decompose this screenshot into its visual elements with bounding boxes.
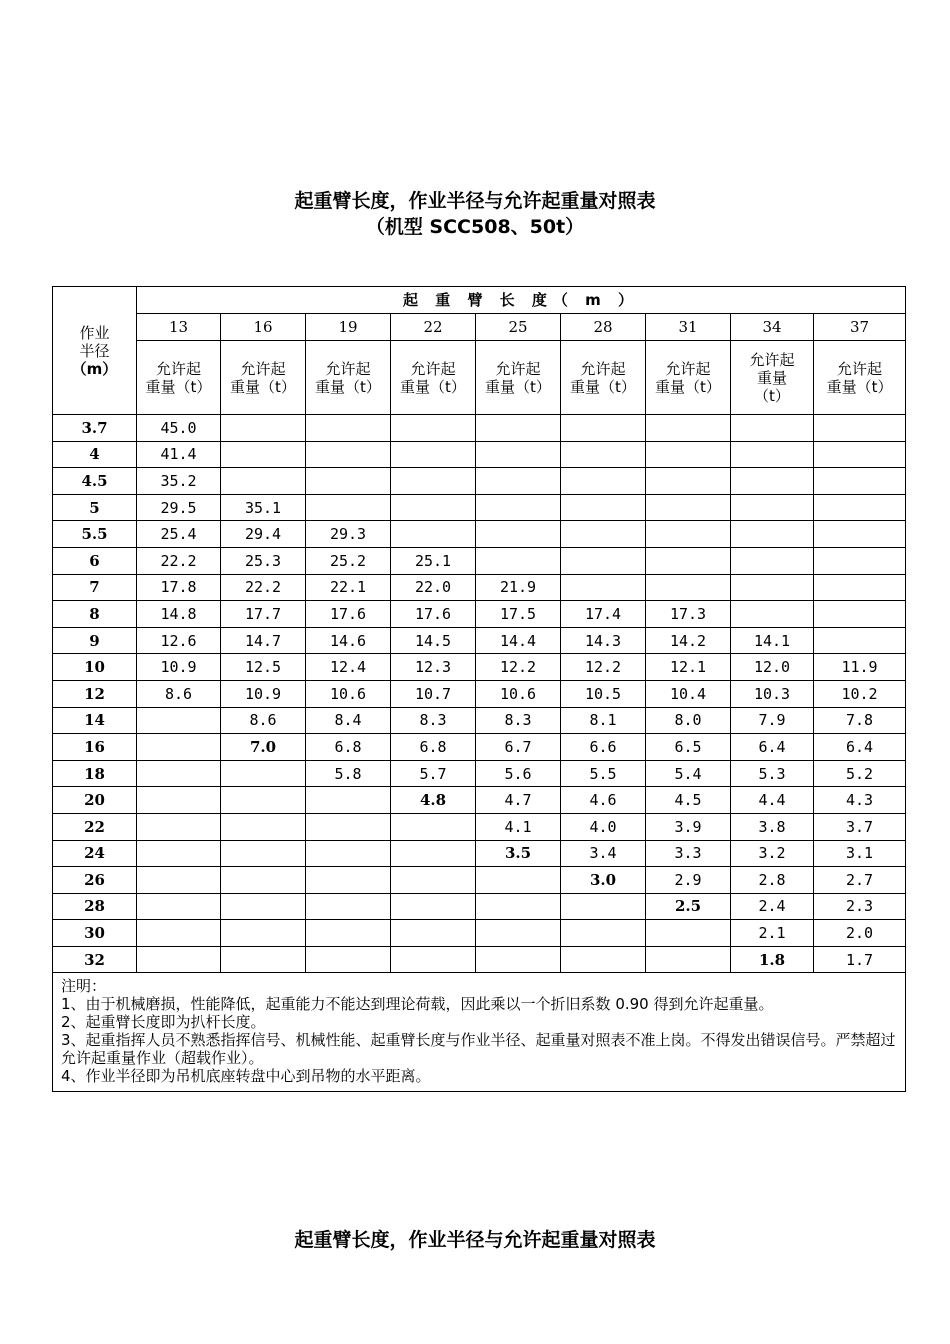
boom-length-34: 34: [731, 314, 814, 341]
capacity-cell: 35.2: [137, 468, 221, 495]
capacity-cell: 22.1: [306, 574, 391, 601]
table-row: [53, 468, 906, 495]
capacity-cell: 3.7: [814, 813, 906, 840]
document-subtitle: （机型 SCC508、50t）: [365, 216, 585, 238]
capacity-cell: [476, 547, 561, 574]
capacity-cell: [137, 787, 221, 814]
capacity-cell: 12.0: [731, 654, 814, 681]
capacity-cell: 3.4: [561, 840, 646, 867]
capacity-cell: 11.9: [814, 654, 906, 681]
capacity-cell: 7.8: [814, 707, 906, 734]
capacity-cell: 4.0: [561, 813, 646, 840]
capacity-cell: [221, 867, 306, 894]
capacity-cell: 2.4: [731, 893, 814, 920]
capacity-cell: 17.8: [137, 574, 221, 601]
capacity-cell: 4.5: [646, 787, 731, 814]
capacity-cell: 4.8: [391, 787, 476, 814]
capacity-cell: [814, 468, 906, 495]
capacity-cell: 1.8: [731, 946, 814, 973]
capacity-cell: [221, 920, 306, 947]
boom-length-31: 31: [646, 314, 731, 341]
radius-cell: 24: [53, 840, 137, 867]
capacity-unit-label: 允许起 重量（t）: [391, 341, 476, 415]
capacity-cell: 25.2: [306, 547, 391, 574]
capacity-cell: [646, 521, 731, 548]
table-row: [53, 813, 906, 840]
capacity-cell: 10.2: [814, 680, 906, 707]
table-row: [53, 601, 906, 628]
capacity-cell: 29.4: [221, 521, 306, 548]
capacity-cell: [561, 441, 646, 468]
table-row: [53, 547, 906, 574]
capacity-cell: 4.7: [476, 787, 561, 814]
capacity-cell: 3.8: [731, 813, 814, 840]
radius-cell: 12: [53, 680, 137, 707]
capacity-cell: 3.9: [646, 813, 731, 840]
capacity-cell: 4.4: [731, 787, 814, 814]
capacity-cell: [476, 946, 561, 973]
radius-header-line1: 作业: [79, 323, 110, 342]
capacity-cell: 2.0: [814, 920, 906, 947]
capacity-cell: 25.4: [137, 521, 221, 548]
capacity-cell: [137, 867, 221, 894]
capacity-cell: 14.8: [137, 601, 221, 628]
capacity-cell: [476, 867, 561, 894]
radius-cell: 3.7: [53, 415, 137, 442]
capacity-cell: 12.6: [137, 627, 221, 654]
capacity-cell: [137, 893, 221, 920]
capacity-cell: 22.2: [221, 574, 306, 601]
capacity-cell: 10.3: [731, 680, 814, 707]
capacity-cell: [561, 494, 646, 521]
table-row: [53, 867, 906, 894]
capacity-cell: 8.0: [646, 707, 731, 734]
notes-cell: [53, 973, 906, 1092]
capacity-cell: [561, 920, 646, 947]
capacity-cell: 6.8: [391, 734, 476, 761]
capacity-cell: [306, 813, 391, 840]
capacity-cell: [221, 760, 306, 787]
capacity-cell: [221, 787, 306, 814]
capacity-cell: 5.5: [561, 760, 646, 787]
capacity-cell: 1.7: [814, 946, 906, 973]
capacity-cell: 6.4: [814, 734, 906, 761]
radius-cell: 4.5: [53, 468, 137, 495]
capacity-cell: [137, 813, 221, 840]
radius-cell: 5.5: [53, 521, 137, 548]
capacity-cell: 3.5: [476, 840, 561, 867]
capacity-cell: 6.8: [306, 734, 391, 761]
table-row: [53, 734, 906, 761]
capacity-cell: 17.6: [391, 601, 476, 628]
capacity-cell: 2.8: [731, 867, 814, 894]
radius-cell: 14: [53, 707, 137, 734]
capacity-cell: 4.1: [476, 813, 561, 840]
capacity-cell: [646, 574, 731, 601]
capacity-cell: 3.3: [646, 840, 731, 867]
capacity-unit-label: 允许起 重量（t）: [476, 341, 561, 415]
capacity-cell: 2.5: [646, 893, 731, 920]
capacity-cell: [561, 468, 646, 495]
capacity-cell: 12.3: [391, 654, 476, 681]
capacity-unit-label: 允许起 重量（t）: [561, 341, 646, 415]
capacity-cell: [561, 893, 646, 920]
capacity-cell: [137, 840, 221, 867]
capacity-cell: [391, 946, 476, 973]
capacity-cell: 17.5: [476, 601, 561, 628]
capacity-cell: [814, 521, 906, 548]
table-row: [53, 654, 906, 681]
capacity-cell: 5.7: [391, 760, 476, 787]
capacity-cell: [646, 920, 731, 947]
capacity-cell: [221, 813, 306, 840]
load-chart-table: [52, 286, 906, 1092]
capacity-cell: [731, 574, 814, 601]
table-row: [53, 787, 906, 814]
table-row: [53, 920, 906, 947]
capacity-cell: [391, 468, 476, 495]
capacity-cell: 7.0: [221, 734, 306, 761]
capacity-cell: [306, 840, 391, 867]
capacity-cell: 12.4: [306, 654, 391, 681]
capacity-cell: 8.4: [306, 707, 391, 734]
capacity-cell: 29.3: [306, 521, 391, 548]
radius-cell: 22: [53, 813, 137, 840]
capacity-cell: 14.7: [221, 627, 306, 654]
capacity-cell: 14.6: [306, 627, 391, 654]
capacity-cell: 41.4: [137, 441, 221, 468]
capacity-cell: [391, 893, 476, 920]
capacity-cell: [731, 415, 814, 442]
boom-length-28: 28: [561, 314, 646, 341]
capacity-cell: [646, 946, 731, 973]
capacity-cell: [731, 494, 814, 521]
capacity-cell: 4.3: [814, 787, 906, 814]
boom-length-25: 25: [476, 314, 561, 341]
capacity-cell: 3.0: [561, 867, 646, 894]
capacity-cell: 25.3: [221, 547, 306, 574]
capacity-cell: [731, 521, 814, 548]
capacity-cell: 6.7: [476, 734, 561, 761]
capacity-cell: [476, 521, 561, 548]
note-item: 3、起重指挥人员不熟悉指挥信号、机械性能、起重臂长度与作业半径、起重量对照表不准上岗。不得发出错误信号。严禁超过允许起重量作业（超载作业）。: [61, 1031, 896, 1068]
notes-heading: 注明：: [61, 977, 107, 996]
capacity-cell: [646, 415, 731, 442]
capacity-cell: [306, 468, 391, 495]
radius-cell: 20: [53, 787, 137, 814]
capacity-cell: [221, 893, 306, 920]
capacity-cell: 6.5: [646, 734, 731, 761]
capacity-cell: [476, 441, 561, 468]
radius-cell: 26: [53, 867, 137, 894]
radius-cell: 16: [53, 734, 137, 761]
capacity-cell: [814, 494, 906, 521]
table-row: [53, 680, 906, 707]
capacity-cell: 12.1: [646, 654, 731, 681]
capacity-cell: 5.2: [814, 760, 906, 787]
capacity-cell: [137, 734, 221, 761]
table-row: [53, 574, 906, 601]
capacity-unit-label: 允许起 重量（t）: [221, 341, 306, 415]
capacity-cell: 5.4: [646, 760, 731, 787]
capacity-cell: 14.4: [476, 627, 561, 654]
capacity-cell: 17.4: [561, 601, 646, 628]
capacity-cell: 10.6: [476, 680, 561, 707]
capacity-cell: [306, 494, 391, 521]
capacity-cell: [137, 707, 221, 734]
capacity-cell: 3.1: [814, 840, 906, 867]
capacity-cell: 14.3: [561, 627, 646, 654]
capacity-cell: [476, 468, 561, 495]
capacity-unit-label: 允许起 重量（t）: [306, 341, 391, 415]
capacity-cell: 5.3: [731, 760, 814, 787]
capacity-cell: [561, 946, 646, 973]
table-row: [53, 627, 906, 654]
capacity-cell: [646, 468, 731, 495]
footer-title: 起重臂长度，作业半径与允许起重量对照表: [294, 1229, 656, 1251]
capacity-cell: 14.1: [731, 627, 814, 654]
capacity-cell: [476, 494, 561, 521]
radius-cell: 32: [53, 946, 137, 973]
table-row: [53, 946, 906, 973]
capacity-cell: 17.7: [221, 601, 306, 628]
capacity-cell: 35.1: [221, 494, 306, 521]
radius-cell: 6: [53, 547, 137, 574]
capacity-cell: [221, 840, 306, 867]
capacity-cell: 21.9: [476, 574, 561, 601]
capacity-cell: [561, 415, 646, 442]
capacity-cell: 29.5: [137, 494, 221, 521]
radius-header-line2: 半径: [79, 341, 110, 360]
capacity-cell: 10.9: [221, 680, 306, 707]
radius-cell: 30: [53, 920, 137, 947]
capacity-cell: 10.4: [646, 680, 731, 707]
radius-header: [53, 287, 137, 415]
capacity-cell: [561, 521, 646, 548]
capacity-cell: [561, 547, 646, 574]
boom-length-16: 16: [221, 314, 306, 341]
capacity-cell: 10.7: [391, 680, 476, 707]
note-item: 2、起重臂长度即为扒杆长度。: [61, 1013, 266, 1032]
capacity-cell: [391, 521, 476, 548]
capacity-cell: [814, 601, 906, 628]
capacity-cell: 12.2: [561, 654, 646, 681]
radius-header-line3: （m）: [71, 359, 118, 378]
capacity-cell: [306, 920, 391, 947]
capacity-unit-label: 允许起 重量 （t）: [731, 341, 814, 415]
capacity-cell: 8.3: [391, 707, 476, 734]
capacity-cell: [306, 415, 391, 442]
table-row: [53, 707, 906, 734]
capacity-cell: [137, 920, 221, 947]
capacity-cell: 6.4: [731, 734, 814, 761]
capacity-cell: [221, 415, 306, 442]
radius-cell: 4: [53, 441, 137, 468]
boom-length-37: 37: [814, 314, 906, 341]
capacity-cell: 2.7: [814, 867, 906, 894]
capacity-cell: 8.6: [137, 680, 221, 707]
table-row: [53, 840, 906, 867]
table-row: [53, 893, 906, 920]
capacity-cell: [391, 494, 476, 521]
capacity-unit-label: 允许起 重量（t）: [137, 341, 221, 415]
capacity-cell: [646, 494, 731, 521]
capacity-cell: [391, 920, 476, 947]
capacity-cell: 2.9: [646, 867, 731, 894]
capacity-cell: [306, 787, 391, 814]
capacity-cell: [391, 840, 476, 867]
capacity-cell: 17.3: [646, 601, 731, 628]
radius-cell: 18: [53, 760, 137, 787]
capacity-cell: [476, 415, 561, 442]
capacity-cell: [391, 867, 476, 894]
boom-length-header: 起 重 臂 长 度（ m ）: [137, 287, 906, 314]
capacity-cell: 22.2: [137, 547, 221, 574]
radius-cell: 8: [53, 601, 137, 628]
capacity-cell: [391, 415, 476, 442]
capacity-cell: 8.6: [221, 707, 306, 734]
capacity-unit-label: 允许起 重量（t）: [814, 341, 906, 415]
capacity-cell: [391, 441, 476, 468]
capacity-cell: [391, 813, 476, 840]
capacity-cell: 14.2: [646, 627, 731, 654]
capacity-cell: [646, 441, 731, 468]
capacity-cell: [646, 547, 731, 574]
capacity-cell: 4.6: [561, 787, 646, 814]
capacity-cell: 2.3: [814, 893, 906, 920]
boom-length-22: 22: [391, 314, 476, 341]
radius-cell: 28: [53, 893, 137, 920]
capacity-cell: [814, 547, 906, 574]
capacity-cell: [814, 441, 906, 468]
capacity-cell: 7.9: [731, 707, 814, 734]
capacity-cell: [137, 946, 221, 973]
capacity-cell: [476, 893, 561, 920]
capacity-cell: [561, 574, 646, 601]
capacity-cell: 22.0: [391, 574, 476, 601]
capacity-cell: 12.2: [476, 654, 561, 681]
capacity-cell: [306, 441, 391, 468]
capacity-cell: 17.6: [306, 601, 391, 628]
capacity-cell: [814, 574, 906, 601]
capacity-cell: 5.8: [306, 760, 391, 787]
capacity-cell: 10.9: [137, 654, 221, 681]
capacity-cell: 2.1: [731, 920, 814, 947]
capacity-cell: [221, 946, 306, 973]
capacity-cell: 14.5: [391, 627, 476, 654]
capacity-cell: [731, 468, 814, 495]
capacity-cell: [221, 468, 306, 495]
note-item: 4、作业半径即为吊机底座转盘中心到吊物的水平距离。: [61, 1067, 431, 1086]
capacity-unit-label: 允许起 重量（t）: [646, 341, 731, 415]
capacity-cell: 8.1: [561, 707, 646, 734]
capacity-cell: 25.1: [391, 547, 476, 574]
capacity-cell: [814, 415, 906, 442]
capacity-cell: 6.6: [561, 734, 646, 761]
table-row: [53, 415, 906, 442]
capacity-cell: [731, 441, 814, 468]
table-row: [53, 441, 906, 468]
capacity-cell: 12.5: [221, 654, 306, 681]
radius-cell: 5: [53, 494, 137, 521]
table-row: [53, 760, 906, 787]
capacity-cell: 5.6: [476, 760, 561, 787]
capacity-cell: [306, 867, 391, 894]
capacity-cell: 10.5: [561, 680, 646, 707]
radius-cell: 9: [53, 627, 137, 654]
capacity-cell: [137, 760, 221, 787]
table-row: [53, 494, 906, 521]
capacity-cell: 3.2: [731, 840, 814, 867]
capacity-cell: [306, 946, 391, 973]
radius-cell: 10: [53, 654, 137, 681]
capacity-cell: [731, 547, 814, 574]
capacity-cell: [731, 601, 814, 628]
capacity-cell: [306, 893, 391, 920]
boom-length-19: 19: [306, 314, 391, 341]
capacity-cell: [476, 920, 561, 947]
document-title: 起重臂长度，作业半径与允许起重量对照表: [294, 190, 656, 212]
boom-length-13: 13: [137, 314, 221, 341]
radius-cell: 7: [53, 574, 137, 601]
note-item: 1、由于机械磨损，性能降低，起重能力不能达到理论荷载，因此乘以一个折旧系数 0.90 得到允许起重量。: [61, 995, 774, 1014]
capacity-cell: 10.6: [306, 680, 391, 707]
capacity-cell: 8.3: [476, 707, 561, 734]
table-row: [53, 521, 906, 548]
capacity-cell: 45.0: [137, 415, 221, 442]
capacity-cell: [221, 441, 306, 468]
capacity-cell: [814, 627, 906, 654]
